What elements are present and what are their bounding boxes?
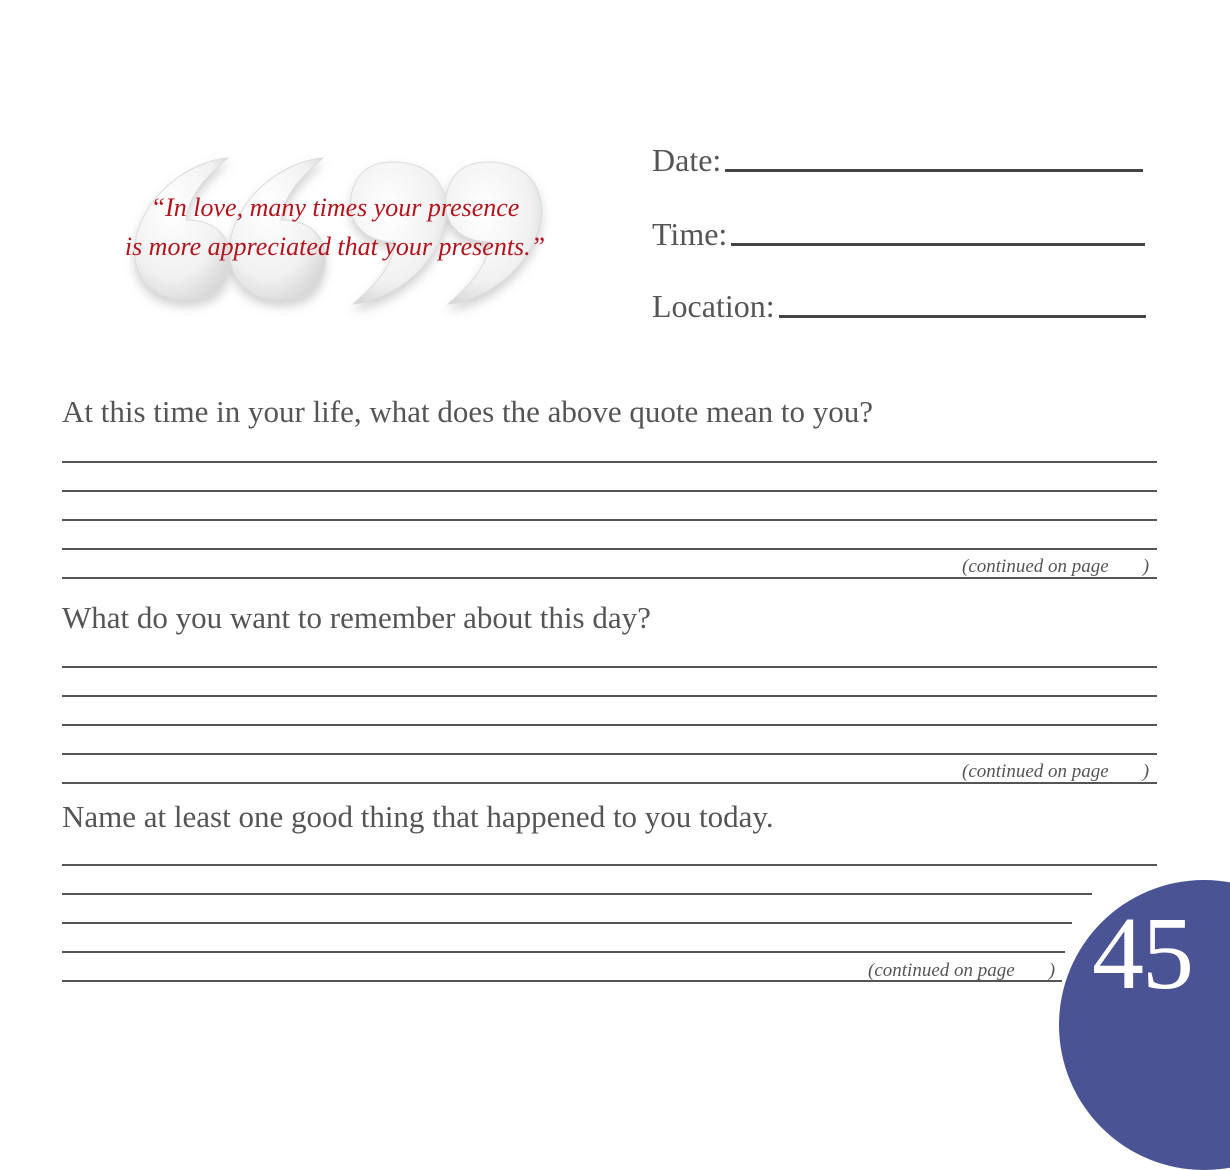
continued-note — [962, 761, 1149, 783]
date-field[interactable] — [652, 144, 1143, 176]
continued-close: ) — [1048, 960, 1056, 981]
continued-label: (continued on page — [868, 960, 1015, 981]
writing-line[interactable] — [62, 490, 1157, 492]
location-field[interactable] — [652, 290, 1146, 322]
continued-label: (continued on page — [962, 761, 1109, 782]
location-label: Location: — [652, 288, 775, 324]
continued-close: ) — [1142, 556, 1150, 577]
prompt-good-thing: Name at least one good thing that happened to you today. — [62, 799, 774, 834]
quote-text — [100, 188, 570, 266]
continued-note — [962, 556, 1149, 578]
writing-line[interactable] — [62, 548, 1157, 550]
time-label: Time: — [652, 216, 728, 252]
writing-line[interactable] — [62, 922, 1072, 924]
page-number: 45 — [1092, 896, 1192, 1011]
location-blank-line[interactable] — [779, 315, 1146, 318]
writing-line[interactable] — [62, 864, 1157, 866]
continued-label: (continued on page — [962, 556, 1109, 577]
quote-line-2: is more appreciated that your presents.” — [124, 232, 546, 261]
writing-line[interactable] — [62, 951, 1065, 953]
time-blank-line[interactable] — [731, 243, 1145, 246]
writing-line[interactable] — [62, 724, 1157, 726]
date-blank-line[interactable] — [725, 169, 1143, 172]
writing-line[interactable] — [62, 461, 1157, 463]
prompt-remember-day: What do you want to remember about this day? — [62, 600, 651, 635]
writing-line[interactable] — [62, 695, 1157, 697]
writing-line[interactable] — [62, 893, 1092, 895]
date-label: Date: — [652, 142, 722, 178]
time-field[interactable] — [652, 218, 1145, 250]
writing-line[interactable] — [62, 519, 1157, 521]
quote-line-1: “In love, many times your presence — [150, 193, 520, 222]
writing-line[interactable] — [62, 753, 1157, 755]
continued-note — [868, 960, 1055, 982]
writing-line[interactable] — [62, 666, 1157, 668]
continued-close: ) — [1142, 761, 1150, 782]
prompt-quote-meaning: At this time in your life, what does the above quote mean to you? — [62, 394, 873, 429]
